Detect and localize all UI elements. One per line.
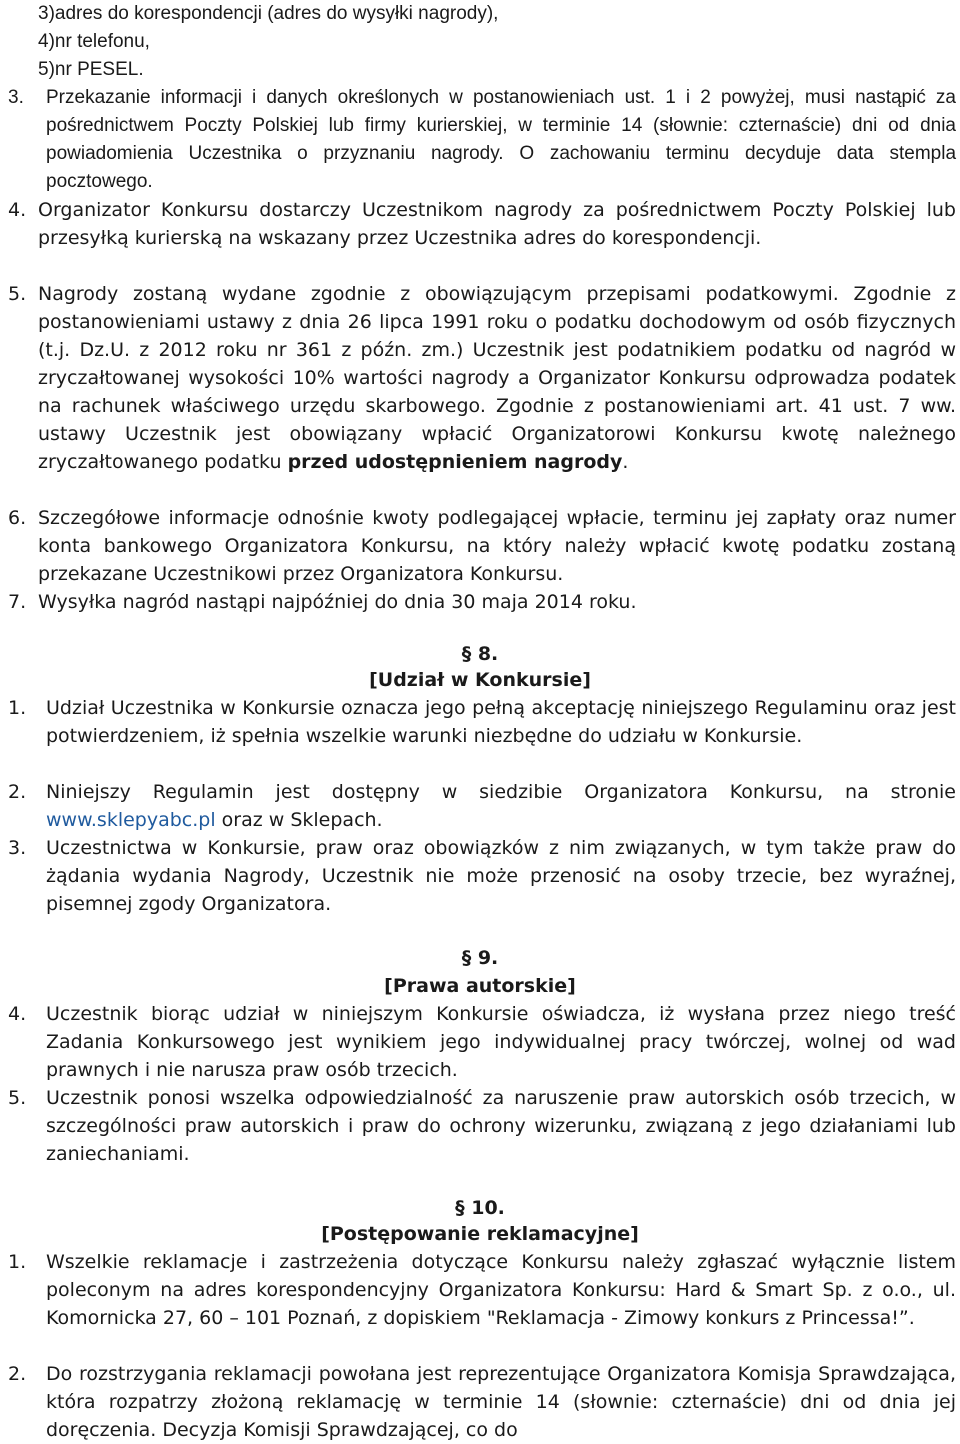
section-9-number: § 9.	[461, 947, 499, 969]
item-text-postmark-note: O zachowaniu terminu decyduje data stempla pocztowego.	[46, 143, 957, 192]
item-text: Niniejszy Regulamin jest dostępny w siedzibie Organizatora Konkursu, na stronie www.sklepyabc.pl oraz w Sklepach.	[46, 781, 956, 831]
list-line-pesel: 5)nr PESEL.	[38, 59, 144, 80]
website-link[interactable]: www.sklepyabc.pl	[46, 809, 216, 831]
section-8-title: [Udział w Konkursie]	[369, 669, 591, 691]
item-number: 5.	[8, 283, 27, 305]
item-number: 2.	[8, 781, 27, 803]
item-number: 3.	[8, 837, 27, 859]
list-line-address: 3)adres do korespondencji (adres do wysyłki nagrody),	[38, 3, 499, 24]
item-number: 3.	[8, 87, 24, 108]
item-number: 5.	[8, 1087, 27, 1109]
section-10-title: [Postępowanie reklamacyjne]	[321, 1223, 639, 1245]
item-number: 6.	[8, 507, 27, 529]
item-number: 7.	[8, 591, 27, 613]
item-text: Szczegółowe informacje odnośnie kwoty podlegającej wpłacie, terminu jej zapłaty oraz numer konta bankowego Organizatora Konkursu, na który należy wpłacić kwotę podatku zostaną przekazane Uczestnikowi przez Organizatora Konkursu.	[38, 507, 956, 585]
section-8-number: § 8.	[461, 643, 499, 665]
item-number: 1.	[8, 697, 27, 719]
item-text: Udział Uczestnika w Konkursie oznacza jego pełną akceptację niniejszego Regulaminu oraz jest potwierdzeniem, iż spełnia wszelkie warunki niezbędne do udziału w Konkursie.	[46, 697, 956, 747]
item-number: 4.	[8, 199, 27, 221]
item-number: 2.	[8, 1363, 27, 1385]
item-text: Uczestnictwa w Konkursie, praw oraz obowiązków z nim związanych, w tym także praw do żądania wydania Nagrody, Uczestnik nie może przenosić na osoby trzecie, bez wyraźnej, pisemnej zgody Organizatora.	[46, 837, 956, 915]
item-text: Wysyłka nagród nastąpi najpóźniej do dnia 30 maja 2014 roku.	[38, 591, 637, 613]
item-text: Uczestnik biorąc udział w niniejszym Konkursie oświadcza, iż wysłana przez niego treść Zadania Konkursowego jest wynikiem jego indywidualnej pracy twórczej, wolnej od wad prawnych i nie narusza praw osób trzecich.	[46, 1003, 956, 1081]
section-9-title: [Prawa autorskie]	[384, 975, 576, 997]
item-text: Uczestnik ponosi wszelka odpowiedzialność za naruszenie praw autorskich osób trzecich, w szczególności praw autorskich i praw do ochrony wizerunku, związaną z jego działaniami lub zaniechaniami.	[46, 1087, 956, 1165]
item-text: Do rozstrzygania reklamacji powołana jest reprezentujące Organizatora Komisja Sprawdzająca, która rozpatrzy złożoną reklamację w terminie 14 (słownie: czternaście) dni od dnia jej doręczenia. Decyzja Komisji Sprawdzającej, co do	[46, 1363, 956, 1441]
bold-phrase: przed udostępnieniem nagrody	[287, 451, 623, 473]
list-line-phone: 4)nr telefonu,	[38, 31, 150, 52]
item-number: 1.	[8, 1251, 27, 1273]
item-number: 4.	[8, 1003, 27, 1025]
item-text: Przekazanie informacji i danych określonych w postanowieniach ust. 1 i 2 powyżej, musi nastąpić za pośrednictwem Poczty Polskiej lub firmy kurierskiej, w terminie 14 (słownie: czternaście) dni od dnia powiadomienia Uczestnika o przyznaniu nagrody. O zachowaniu terminu decyduje data stempla pocztowego.	[46, 87, 957, 192]
item-text: Organizator Konkursu dostarczy Uczestnikom nagrody za pośrednictwem Poczty Polskiej lub przesyłką kurierską na wskazany przez Uczestnika adres do korespondencji.	[38, 199, 956, 249]
item-text: Nagrody zostaną wydane zgodnie z obowiązującym przepisami podatkowymi. Zgodnie z postanowieniami ustawy z dnia 26 lipca 1991 roku o podatku dochodowym od osób fizycznych (t.j. Dz.U. z 2012 roku nr 361 z późn. zm.) Uczestnik jest podatnikiem podatku od nagród w zryczałtowanej wysokości 10% wartości nagrody a Organizator Konkursu odprowadza podatek na rachunek właściwego urzędu skarbowego. Zgodnie z postanowieniami art. 41 ust. 7 ww. ustawy Uczestnik jest obowiązany wpłacić Organizatorowi Konkursu kwotę należnego zryczałtowanego podatku przed udostępnieniem nagrody.	[38, 283, 956, 473]
item-text: Wszelkie reklamacje i zastrzeżenia dotyczące Konkursu należy zgłaszać wyłącznie listem poleconym na adres korespondencyjny Organizatora Konkursu: Hard & Smart Sp. z o.o., ul. Komornicka 27, 60 – 101 Poznań, z dopiskiem "Reklamacja - Zimowy konkurs z Princessa!”.	[46, 1251, 956, 1329]
section-10-number: § 10.	[455, 1197, 505, 1219]
